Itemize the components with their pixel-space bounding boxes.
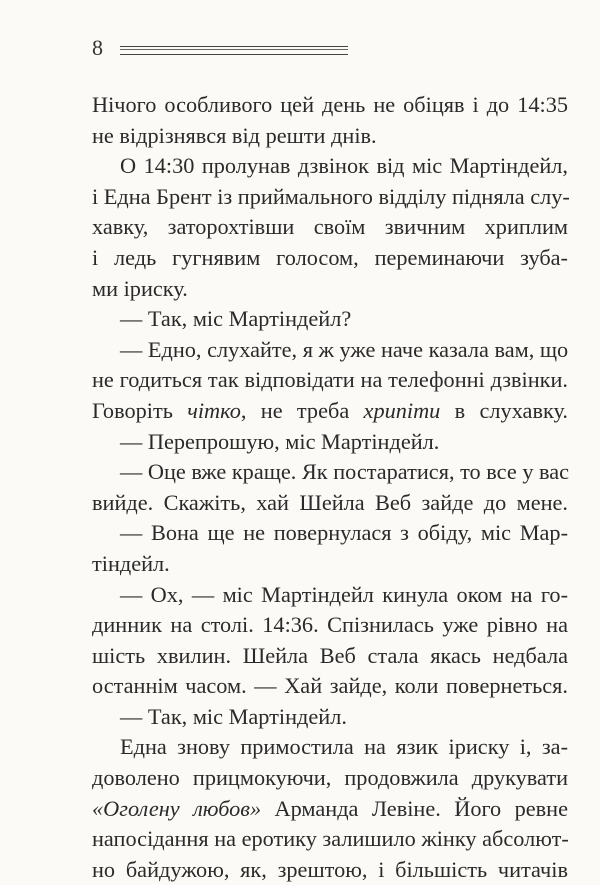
text-run: не годиться так відповідати на телефонні дзвінки. bbox=[92, 367, 568, 393]
text-run: останнім часом. — Хай зайде, коли повернеться. bbox=[92, 673, 568, 699]
text-line bbox=[92, 243, 568, 274]
text-run: ми іриску. bbox=[92, 275, 188, 301]
text-run: — Оце вже краще. Як постаратися, то все у вас bbox=[120, 459, 570, 485]
text-run: динник на столі. 14:36. Спізнилась уже рівно на bbox=[92, 612, 568, 638]
text-run: Нічого особливого цей день не обіцяв і до 14:35 bbox=[92, 92, 568, 117]
body-text bbox=[92, 90, 568, 885]
text-line bbox=[92, 824, 568, 855]
text-line bbox=[92, 671, 568, 702]
text-line bbox=[92, 549, 568, 580]
text-run: хавку, заторохтівши своїм звичним хриплим bbox=[92, 214, 568, 240]
page-number: 8 bbox=[92, 35, 103, 60]
text-run: — Едно, слухайте, я ж уже наче казала вам, що bbox=[120, 336, 569, 362]
text-line bbox=[92, 732, 568, 763]
text-line bbox=[92, 90, 568, 121]
text-run: — Так, міс Мартіндейл? bbox=[120, 306, 352, 332]
text-line bbox=[92, 151, 568, 182]
page-header bbox=[92, 34, 362, 62]
text-line bbox=[92, 457, 568, 488]
text-run: і ледь гугнявим голосом, переминаючи зуба- bbox=[92, 244, 568, 270]
text-run: О 14:30 пролунав дзвінок від міс Мартіндейл, bbox=[120, 153, 568, 179]
text-run: — Вона ще не повернулася з обіду, міс Мар- bbox=[120, 520, 568, 546]
text-line bbox=[92, 274, 568, 305]
text-run: — Ох, — міс Мартіндейл кинула оком на го- bbox=[120, 581, 568, 607]
text-line bbox=[92, 365, 568, 396]
text-run: — Перепрошую, міс Мартіндейл. bbox=[120, 428, 440, 454]
text-line bbox=[92, 427, 568, 458]
text-run: доволено прицмокуючи, продовжила друкувати bbox=[92, 765, 568, 791]
italic-text: чітко bbox=[187, 397, 241, 423]
text-run: но байдужою, як, зрештою, і більшість читачів bbox=[92, 856, 568, 882]
text-run: вийде. Скажіть, хай Шейла Веб зайде до мене. bbox=[92, 489, 568, 515]
header-decorative-rule bbox=[120, 46, 348, 55]
text-run: — Так, міс Мартіндейл. bbox=[120, 703, 347, 729]
text-run: в слухавку. bbox=[440, 397, 568, 423]
text-line bbox=[92, 702, 568, 733]
text-line bbox=[92, 335, 568, 366]
text-run: і Една Брент із приймального відділу підняла слу- bbox=[92, 183, 570, 209]
italic-text: хрипіти bbox=[363, 397, 441, 423]
text-run: Една знову примостила на язик іриску і, за- bbox=[120, 734, 568, 760]
text-line bbox=[92, 488, 568, 519]
text-line bbox=[92, 212, 568, 243]
text-line bbox=[92, 121, 568, 152]
text-line bbox=[92, 641, 568, 672]
text-line bbox=[92, 610, 568, 641]
text-run: , не треба bbox=[240, 397, 364, 423]
text-run: напосідання на еротику залишило жінку абсолют- bbox=[92, 826, 569, 852]
text-line bbox=[92, 182, 568, 213]
text-run: Говоріть bbox=[92, 397, 188, 423]
italic-text: «Оголену любов» bbox=[92, 795, 262, 821]
text-line bbox=[92, 304, 568, 335]
text-run: тіндейл. bbox=[92, 550, 170, 576]
text-run: не відрізнявся від решти днів. bbox=[92, 122, 377, 148]
text-line bbox=[92, 763, 568, 794]
text-run: Арманда Левіне. Його ревне bbox=[261, 795, 568, 821]
text-line bbox=[92, 518, 568, 549]
text-run: шість хвилин. Шейла Веб стала якась недбала bbox=[92, 642, 568, 668]
text-line bbox=[92, 396, 568, 427]
text-line bbox=[92, 794, 568, 825]
text-line bbox=[92, 580, 568, 611]
